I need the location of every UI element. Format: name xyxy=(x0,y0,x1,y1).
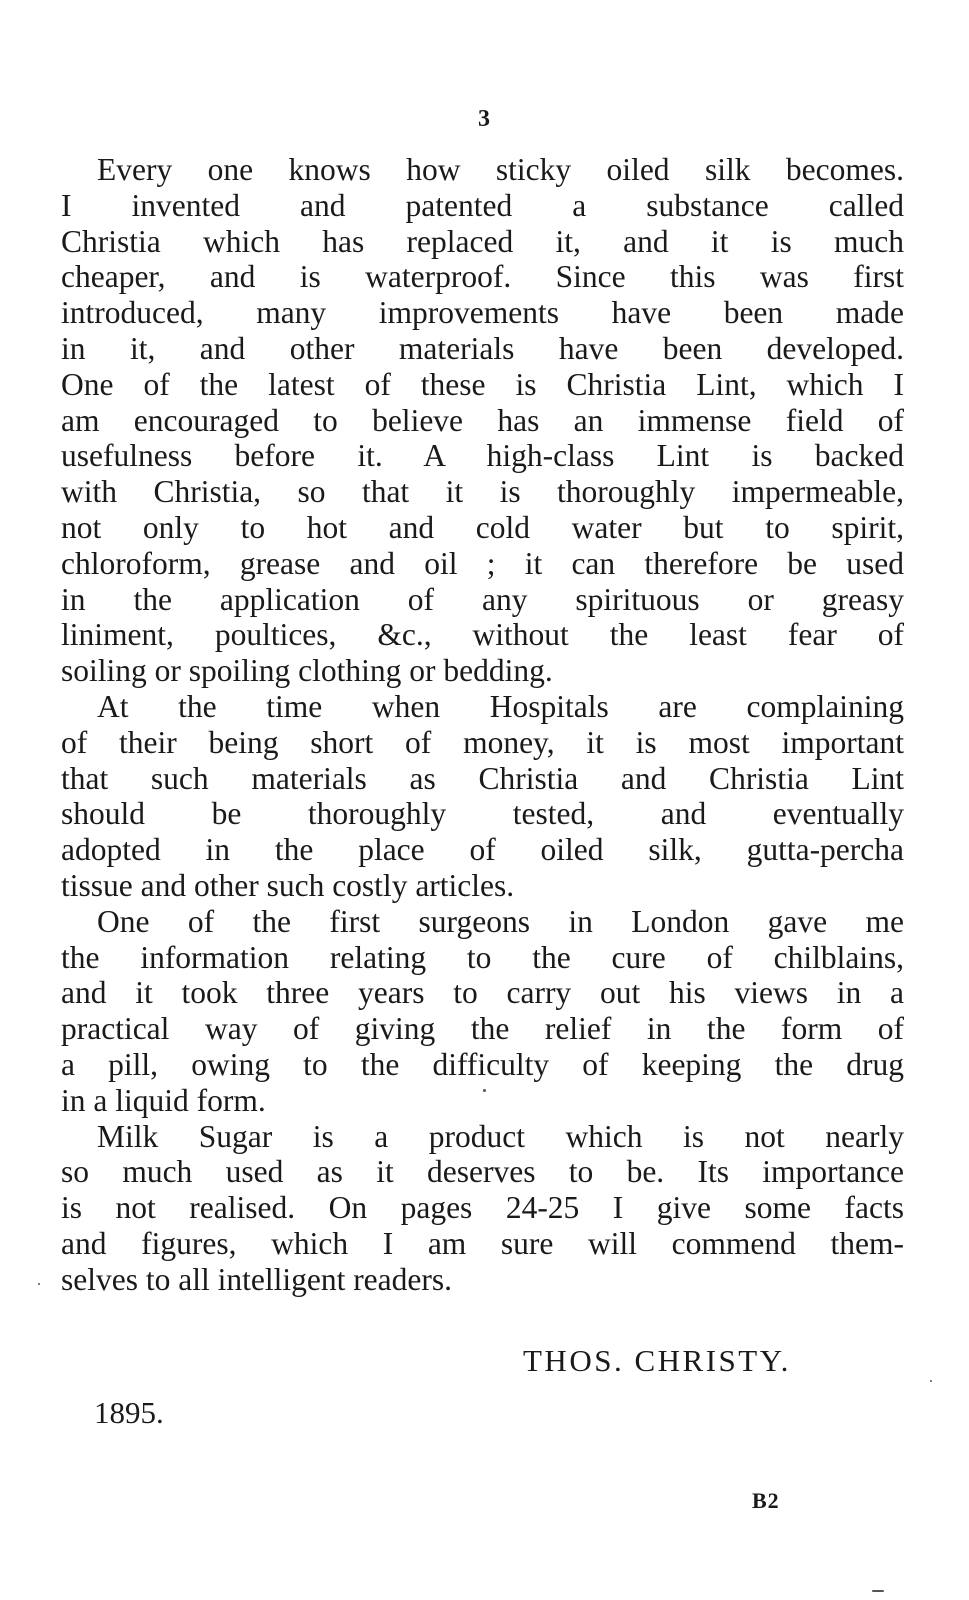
body-text xyxy=(61,152,904,1298)
text-line: One of the latest of these is Christia Lint, which I xyxy=(61,366,904,402)
text-line: usefulness before it. A high-class Lint is backed xyxy=(61,438,904,474)
scan-speck xyxy=(872,1590,884,1592)
text-line: that such materials as Christia and Christia Lint xyxy=(61,760,904,796)
text-line: with Christia, so that it is thoroughly impermeable, xyxy=(61,474,904,510)
paragraph xyxy=(61,1119,904,1298)
scan-speck xyxy=(930,1380,932,1382)
text-line: soiling or spoiling clothing or bedding. xyxy=(61,653,553,689)
scan-speck xyxy=(38,1283,40,1285)
text-line: and figures, which I am sure will commend them- xyxy=(61,1225,904,1261)
text-line: should be thoroughly tested, and eventually xyxy=(61,796,904,832)
text-line: and it took three years to carry out his views in a xyxy=(61,975,904,1011)
text-line: cheaper, and is waterproof. Since this was first xyxy=(61,259,904,295)
text-line: a pill, owing to the difficulty of keeping the drug xyxy=(61,1046,904,1082)
text-line: liniment, poultices, &c., without the least fear of xyxy=(61,617,904,653)
text-line: I invented and patented a substance called xyxy=(61,187,904,223)
text-line: chloroform, grease and oil ; it can therefore be used xyxy=(61,545,904,581)
text-line: the information relating to the cure of chilblains, xyxy=(61,939,904,975)
scan-speck xyxy=(483,1089,486,1092)
text-line: At the time when Hospitals are complaining xyxy=(97,688,904,724)
printer-signature-mark: B2 xyxy=(752,1488,780,1513)
text-line: of their being short of money, it is most important xyxy=(61,724,904,760)
date: 1895. xyxy=(94,1395,164,1430)
paragraph xyxy=(61,152,904,689)
text-line: adopted in the place of oiled silk, gutta-percha xyxy=(61,832,904,868)
text-line: tissue and other such costly articles. xyxy=(61,867,515,903)
text-line: Milk Sugar is a product which is not nearly xyxy=(97,1118,904,1154)
text-line: is not realised. On pages 24-25 I give some facts xyxy=(61,1190,904,1226)
text-line: Every one knows how sticky oiled silk becomes. xyxy=(97,152,904,187)
text-line: am encouraged to believe has an immense field of xyxy=(61,402,904,438)
text-line: Christia which has replaced it, and it is much xyxy=(61,223,904,259)
text-line: in it, and other materials have been developed. xyxy=(61,330,904,366)
paragraph xyxy=(61,904,904,1119)
text-line: in the application of any spirituous or greasy xyxy=(61,581,904,617)
page-number: 3 xyxy=(478,106,491,132)
text-line: introduced, many improvements have been made xyxy=(61,295,904,331)
paragraph xyxy=(61,689,904,904)
text-line: so much used as it deserves to be. Its importance xyxy=(61,1154,904,1190)
text-line: practical way of giving the relief in the form of xyxy=(61,1011,904,1047)
text-line: selves to all intelligent readers. xyxy=(61,1261,452,1297)
text-line: in a liquid form. xyxy=(61,1082,266,1118)
text-line: not only to hot and cold water but to spirit, xyxy=(61,509,904,545)
text-line: One of the first surgeons in London gave me xyxy=(97,903,904,939)
author-signature: THOS. CHRISTY. xyxy=(523,1343,791,1378)
